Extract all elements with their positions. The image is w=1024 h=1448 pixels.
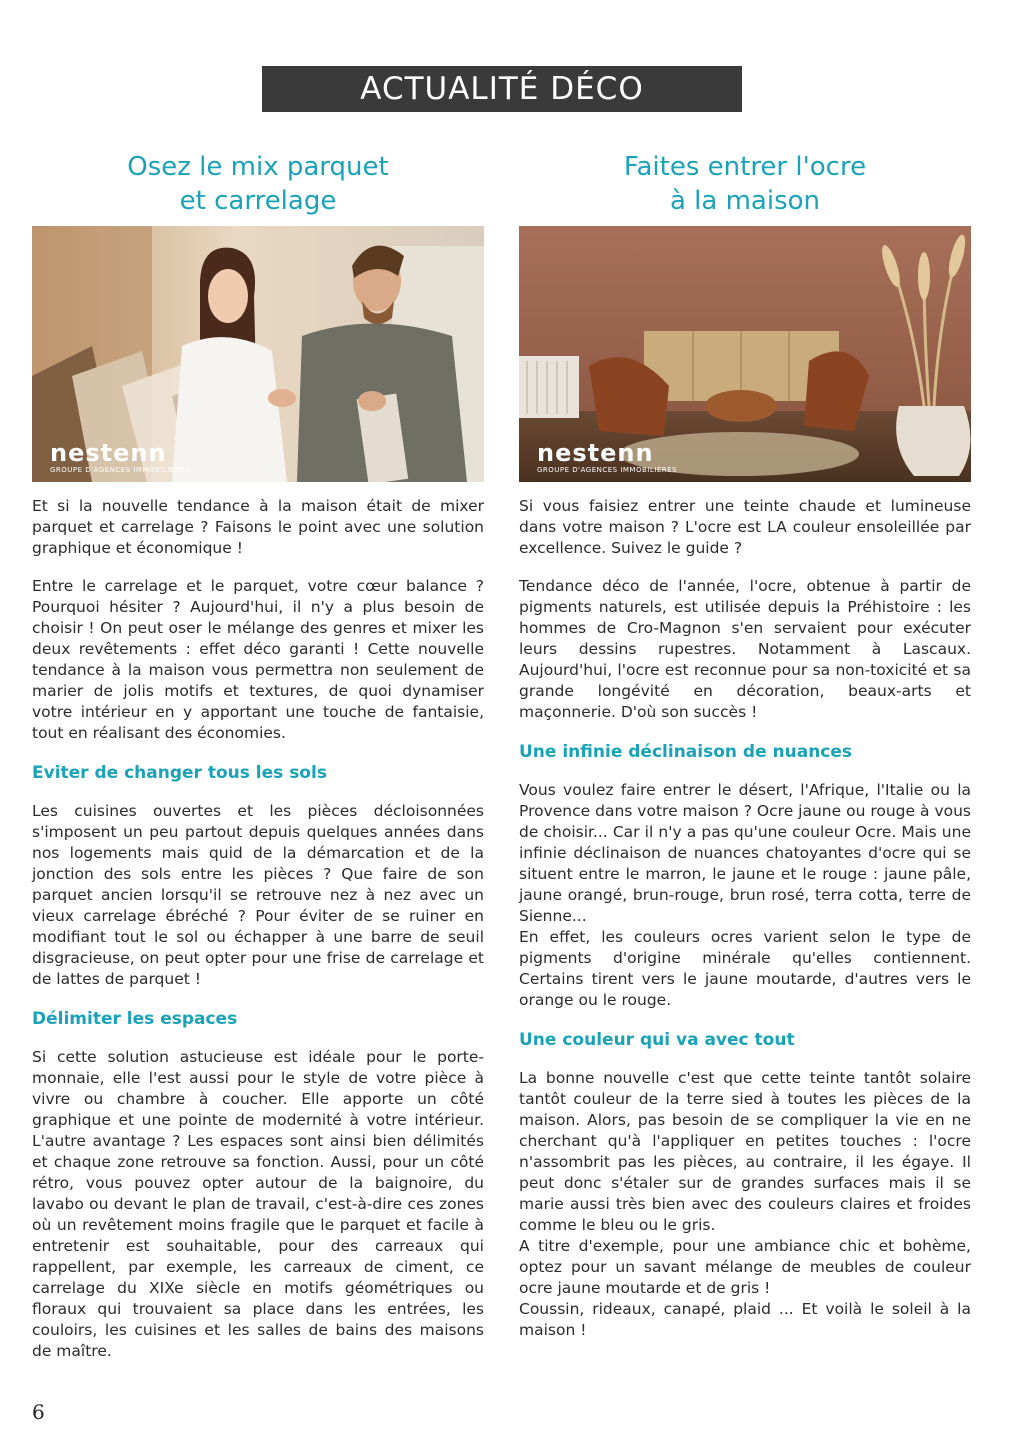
title-line-1: Osez le mix parquet (127, 152, 389, 182)
subheading: Eviter de changer tous les sols (32, 763, 327, 783)
body-paragraph: Coussin, rideaux, canapé, plaid ... Et voilà le soleil à la maison ! (519, 1300, 971, 1339)
photo-ochre-room (519, 226, 971, 482)
nestenn-logo (537, 441, 677, 474)
photo-couple-tiles (32, 226, 484, 482)
body-paragraph: Les cuisines ouvertes et les pièces décloisonnées s'imposent un peu partout depuis quelques années dans nos logements mais quid de la démarcation et de la jonction des sols entre les pièces ? Que faire de son parquet ancien lorsqu'il se retrouve nez à nez avec un vieux carrelage ébréché ? Pour éviter de se ruiner en modifiant tout le sol ou échapper à une barre de seuil disgracieuse, on peut opter pour une frise de carrelage et de lattes de parquet ! (32, 802, 484, 988)
nestenn-logo (50, 441, 190, 474)
logo-brand: nestenn (537, 439, 654, 467)
title-line-2: à la maison (669, 186, 821, 216)
article-left (32, 150, 484, 1379)
subheading: Une infinie déclinaison de nuances (519, 742, 853, 762)
logo-subtitle: GROUPE D'AGENCES IMMOBILIÈRES (50, 466, 190, 474)
banner-title: ACTUALITÉ DÉCO (360, 71, 644, 107)
article-right (519, 150, 971, 1358)
article-title (519, 150, 971, 220)
intro-paragraph: Si vous faisiez entrer une teinte chaude et lumineuse dans votre maison ? L'ocre est LA couleur ensoleillée par excellence. Suivez le guide ? (519, 497, 971, 557)
body-paragraph: En effet, les couleurs ocres varient selon le type de pigments d'origine minérale qu'elles contiennent. Certains tirent vers le jaune moutarde, d'autres vers le orange ou le rouge. (519, 928, 971, 1009)
logo-brand: nestenn (50, 439, 167, 467)
subheading: Une couleur qui va avec tout (519, 1030, 795, 1050)
title-line-2: et carrelage (179, 186, 337, 216)
logo-subtitle: GROUPE D'AGENCES IMMOBILIÈRES (537, 466, 677, 474)
intro-paragraph: Et si la nouvelle tendance à la maison était de mixer parquet et carrelage ? Faisons le point avec une solution graphique et économique ! (32, 497, 484, 557)
page-number: 6 (32, 1400, 45, 1424)
body-paragraph: Tendance déco de l'année, l'ocre, obtenue à partir de pigments naturels, est utilisée depuis la Préhistoire : les hommes de Cro-Magnon s'en servaient pour exécuter leurs dessins rupestres. Notamment à Lascaux. Aujourd'hui, l'ocre est reconnue pour sa non-toxicité et sa grande longévité en décoration, beaux-arts et maçonnerie. D'où son succès ! (519, 577, 971, 721)
body-paragraph: Si cette solution astucieuse est idéale pour le porte-monnaie, elle l'est aussi pour le style de votre pièce à vivre ou chambre à coucher. Elle apporte un côté graphique et une pointe de modernité à votre intérieur. L'autre avantage ? Les espaces sont ainsi bien délimités et chaque zone retrouve sa fonction. Aussi, pour un côté rétro, vous pouvez opter autour de la baignoire, du lavabo ou devant le plan de travail, c'est-à-dire ces zones où un revêtement moins fragile que le parquet et facile à entretenir est souhaitable, pour des carreaux qui rappellent, par exemple, les carreaux de ciment, ce carrelage du XIXe siècle en motifs géométriques ou floraux qui trouvaient sa place dans les entrées, les couloirs, les cuisines et les salles de bains des maisons de maître. (32, 1048, 484, 1360)
body-paragraph: La bonne nouvelle c'est que cette teinte tantôt solaire tantôt couleur de la terre sied à toutes les pièces de la maison. Alors, pas besoin de se compliquer la vie en ne cherchant qu'à l'appliquer en petites touches : l'ocre n'assombrit pas les pièces, au contraire, il les égaye. Il peut donc s'étaler sur de grandes surfaces mais il se marie aussi très bien avec des couleurs claires et froides comme le bleu ou le gris. (519, 1069, 971, 1234)
title-line-1: Faites entrer l'ocre (623, 152, 867, 182)
body-paragraph: Vous voulez faire entrer le désert, l'Afrique, l'Italie ou la Provence dans votre maison ? Ocre jaune ou rouge à vous de choisir... Car il n'y a pas qu'une couleur Ocre. Mais une infinie déclinaison de nuances chatoyantes d'ocre qui se situent entre le marron, le jaune et le rouge : jaune pâle, jaune orangé, brun-rouge, brun rosé, terra cotta, terre de Sienne... (519, 781, 971, 925)
body-paragraph: A titre d'exemple, pour une ambiance chic et bohème, optez pour un savant mélange de meubles de couleur ocre jaune moutarde et de gris ! (519, 1237, 971, 1297)
body-paragraph: Entre le carrelage et le parquet, votre cœur balance ? Pourquoi hésiter ? Aujourd'hui, il n'y a plus besoin de choisir ! On peut oser le mélange des genres et mixer les deux revêtements : effet déco garanti ! Cette nouvelle tendance à la maison vous permettra non seulement de marier de jolis motifs et textures, de quoi dynamiser votre intérieur en y apportant une touche de fantaisie, tout en réalisant des économies. (32, 577, 484, 742)
article-title (32, 150, 484, 220)
section-banner (262, 66, 742, 112)
subheading: Délimiter les espaces (32, 1009, 238, 1029)
